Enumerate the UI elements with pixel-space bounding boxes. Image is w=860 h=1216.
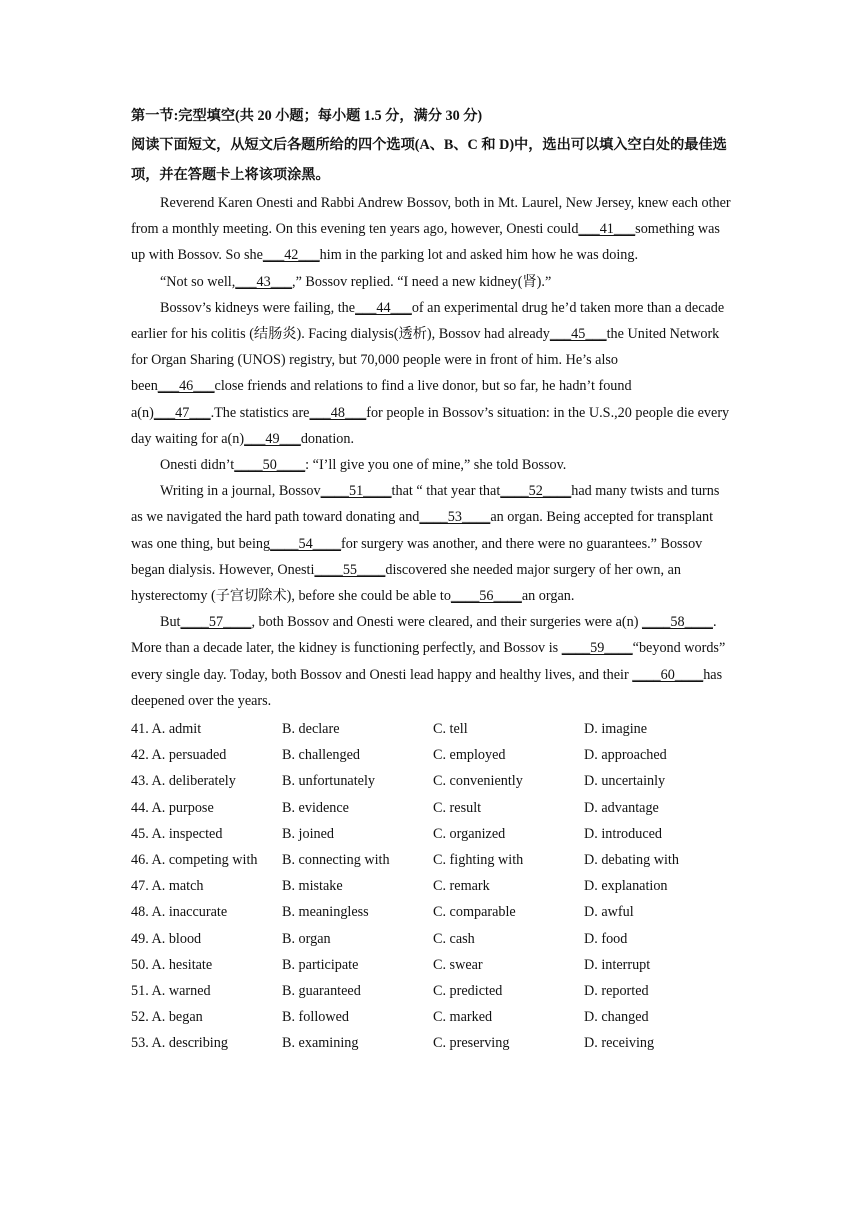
answer-blank: ____57____ <box>180 614 252 631</box>
question-row <box>131 899 731 925</box>
answer-blank: ___42___ <box>262 247 320 264</box>
passage-text: . More than a decade later, the kidney is functioning perfectly, and Bossov is <box>131 614 717 657</box>
answer-blank: ____55____ <box>314 561 386 578</box>
option-d: D. reported <box>584 982 649 999</box>
option-b: B. meaningless <box>282 904 369 921</box>
option-b: B. mistake <box>282 878 343 895</box>
option-d: D. advantage <box>584 799 659 816</box>
option-b: B. connecting with <box>282 852 390 868</box>
option-d: D. explanation <box>584 878 668 895</box>
answer-blank: ____50____ <box>234 457 306 474</box>
answer-blank: ____59____ <box>561 640 633 657</box>
option-c: C. comparable <box>433 904 516 921</box>
option-a: 41. A. admit <box>131 721 202 738</box>
passage-text: .The statistics are <box>210 404 310 421</box>
option-b: B. followed <box>282 1009 349 1026</box>
option-a: 47. A. match <box>131 878 204 895</box>
answer-blank: ____60____ <box>632 666 704 683</box>
option-a: 45. A. inspected <box>131 825 223 842</box>
option-b: B. declare <box>282 721 340 738</box>
passage-text: discovered she needed major surgery of her own, an hysterectomy (子宫切除术), before she could be able to <box>131 561 681 605</box>
option-d: D. uncertainly <box>584 773 666 790</box>
question-row <box>131 873 731 899</box>
passage-text: had many twists and turns as we navigated the hard path toward donating and <box>131 483 720 526</box>
passage-text: donation. <box>300 430 355 447</box>
option-c: C. predicted <box>433 982 503 999</box>
passage-text: Onesti didn’t <box>160 457 235 474</box>
option-d: D. debating with <box>584 852 679 868</box>
passage-text: , both Bossov and Onesti were cleared, and their surgeries were a(n) <box>251 614 642 631</box>
option-c: C. marked <box>433 1009 493 1026</box>
passage-text: him in the parking lot and asked him how he was doing. <box>319 247 639 264</box>
answer-blank: ___43___ <box>235 273 293 290</box>
passage-paragraph <box>131 269 731 295</box>
question-row <box>131 795 731 821</box>
section-title: 第一节:完型填空(共 20 小题；每小题 1.5 分，满分 30 分) <box>131 108 483 124</box>
passage-paragraph <box>131 295 731 452</box>
passage-text: an organ. <box>521 588 575 605</box>
question-row <box>131 1004 731 1030</box>
question-row <box>131 926 731 952</box>
question-row <box>131 952 731 978</box>
option-c: C. conveniently <box>433 773 523 790</box>
passage-text: Reverend Karen Onesti and Rabbi Andrew Bossov, both in Mt. Laurel, New Jersey, knew each other from a monthly meeting. On this evening ten years ago, however, Onesti could <box>131 195 731 238</box>
option-d: D. awful <box>584 904 634 921</box>
passage-paragraph <box>131 190 731 269</box>
option-b: B. joined <box>282 825 335 842</box>
answer-blank: ____53____ <box>419 509 491 526</box>
option-a: 48. A. inaccurate <box>131 904 228 921</box>
option-c: C. tell <box>433 721 468 738</box>
option-c: C. swear <box>433 956 483 973</box>
option-c: C. result <box>433 799 482 816</box>
question-row <box>131 821 731 847</box>
passage-text: Writing in a journal, Bossov <box>160 483 321 500</box>
answer-blank: ____56____ <box>450 588 522 605</box>
passage-text: close friends and relations to find a live donor, but so far, he hadn’t found a(n) <box>131 378 632 421</box>
question-row <box>131 978 731 1004</box>
option-c: C. preserving <box>433 1035 510 1052</box>
answer-blank: ___47___ <box>153 404 211 421</box>
passage-text: for people in Bossov’s situation: in the U.S.,20 people die every day waiting for a(n) <box>131 404 730 447</box>
option-c: C. fighting with <box>433 852 524 868</box>
document-page <box>131 102 731 1057</box>
question-row <box>131 768 731 794</box>
section-instruction: 阅读下面短文，从短文后各题所给的四个选项(A、B、C 和 D)中，选出可以填入空白处的最佳选项，并在答题卡上将该项涂黑。 <box>131 137 727 183</box>
option-a: 51. A. warned <box>131 982 211 999</box>
question-row <box>131 742 731 768</box>
answer-blank: ____52____ <box>500 483 572 500</box>
option-c: C. organized <box>433 825 506 842</box>
passage-text: for surgery was another, and there were no guarantees.” Bossov began dialysis. However, Onesti <box>131 535 703 578</box>
option-d: D. changed <box>584 1009 649 1026</box>
passage-text: the United Network for Organ Sharing (UNOS) registry, but 70,000 people were in front of him. He’s also been <box>131 326 720 395</box>
option-a: 42. A. persuaded <box>131 747 227 764</box>
options-list <box>131 716 731 1056</box>
option-d: D. approached <box>584 747 667 764</box>
option-d: D. interrupt <box>584 956 651 973</box>
answer-blank: ___45___ <box>549 326 607 343</box>
passage-text: ,” Bossov replied. “I need a new kidney(肾).” <box>292 273 552 290</box>
option-b: B. unfortunately <box>282 773 375 790</box>
option-d: D. imagine <box>584 721 648 738</box>
option-c: C. cash <box>433 930 475 947</box>
passage-text: an organ. Being accepted for transplant was one thing, but being <box>131 509 714 552</box>
answer-blank: ___44___ <box>355 299 412 316</box>
answer-blank: ___48___ <box>309 404 367 421</box>
passage-paragraph <box>131 609 731 714</box>
option-a: 49. A. blood <box>131 930 202 947</box>
option-b: B. examining <box>282 1035 359 1052</box>
answer-blank: ____54____ <box>270 535 342 552</box>
passage-paragraph <box>131 452 731 478</box>
passage-text: has deepened over the years. <box>131 666 723 709</box>
option-b: B. challenged <box>282 747 361 764</box>
option-c: C. remark <box>433 878 490 895</box>
passage-text: of an experimental drug he’d taken more than a decade earlier for his colitis (结肠炎). Facing dialysis(透析), Bossov had already <box>131 299 725 343</box>
passage-text: that “ that year that <box>391 483 501 500</box>
passage <box>131 190 731 714</box>
option-a: 43. A. deliberately <box>131 773 236 790</box>
option-a: 53. A. describing <box>131 1035 228 1052</box>
passage-paragraph <box>131 478 731 609</box>
answer-blank: ___46___ <box>157 378 215 395</box>
passage-text: “beyond words” every single day. Today, both Bossov and Onesti lead happy and healthy lives, and their <box>131 640 726 683</box>
option-b: B. guaranteed <box>282 982 361 999</box>
option-b: B. evidence <box>282 799 349 816</box>
option-a: 52. A. began <box>131 1009 203 1026</box>
option-a: 46. A. competing with <box>131 852 258 868</box>
answer-blank: ___41___ <box>578 221 636 238</box>
passage-text: “Not so well, <box>160 273 236 290</box>
option-a: 44. A. purpose <box>131 799 214 816</box>
question-row <box>131 1030 731 1056</box>
answer-blank: ____58____ <box>642 614 713 631</box>
question-row <box>131 716 731 742</box>
passage-text: Bossov’s kidneys were failing, the <box>160 299 356 316</box>
option-d: D. receiving <box>584 1035 655 1052</box>
option-c: C. employed <box>433 747 506 764</box>
passage-text: : “I’ll give you one of mine,” she told Bossov. <box>305 457 567 474</box>
passage-text: something was up with Bossov. So she <box>131 221 720 264</box>
option-d: D. food <box>584 930 628 947</box>
option-b: B. participate <box>282 956 359 973</box>
answer-blank: ___49___ <box>244 430 301 447</box>
option-a: 50. A. hesitate <box>131 956 213 973</box>
question-row <box>131 847 731 873</box>
option-b: B. organ <box>282 930 331 947</box>
answer-blank: ____51____ <box>320 483 392 500</box>
option-d: D. introduced <box>584 825 663 842</box>
passage-text: But <box>160 614 181 631</box>
